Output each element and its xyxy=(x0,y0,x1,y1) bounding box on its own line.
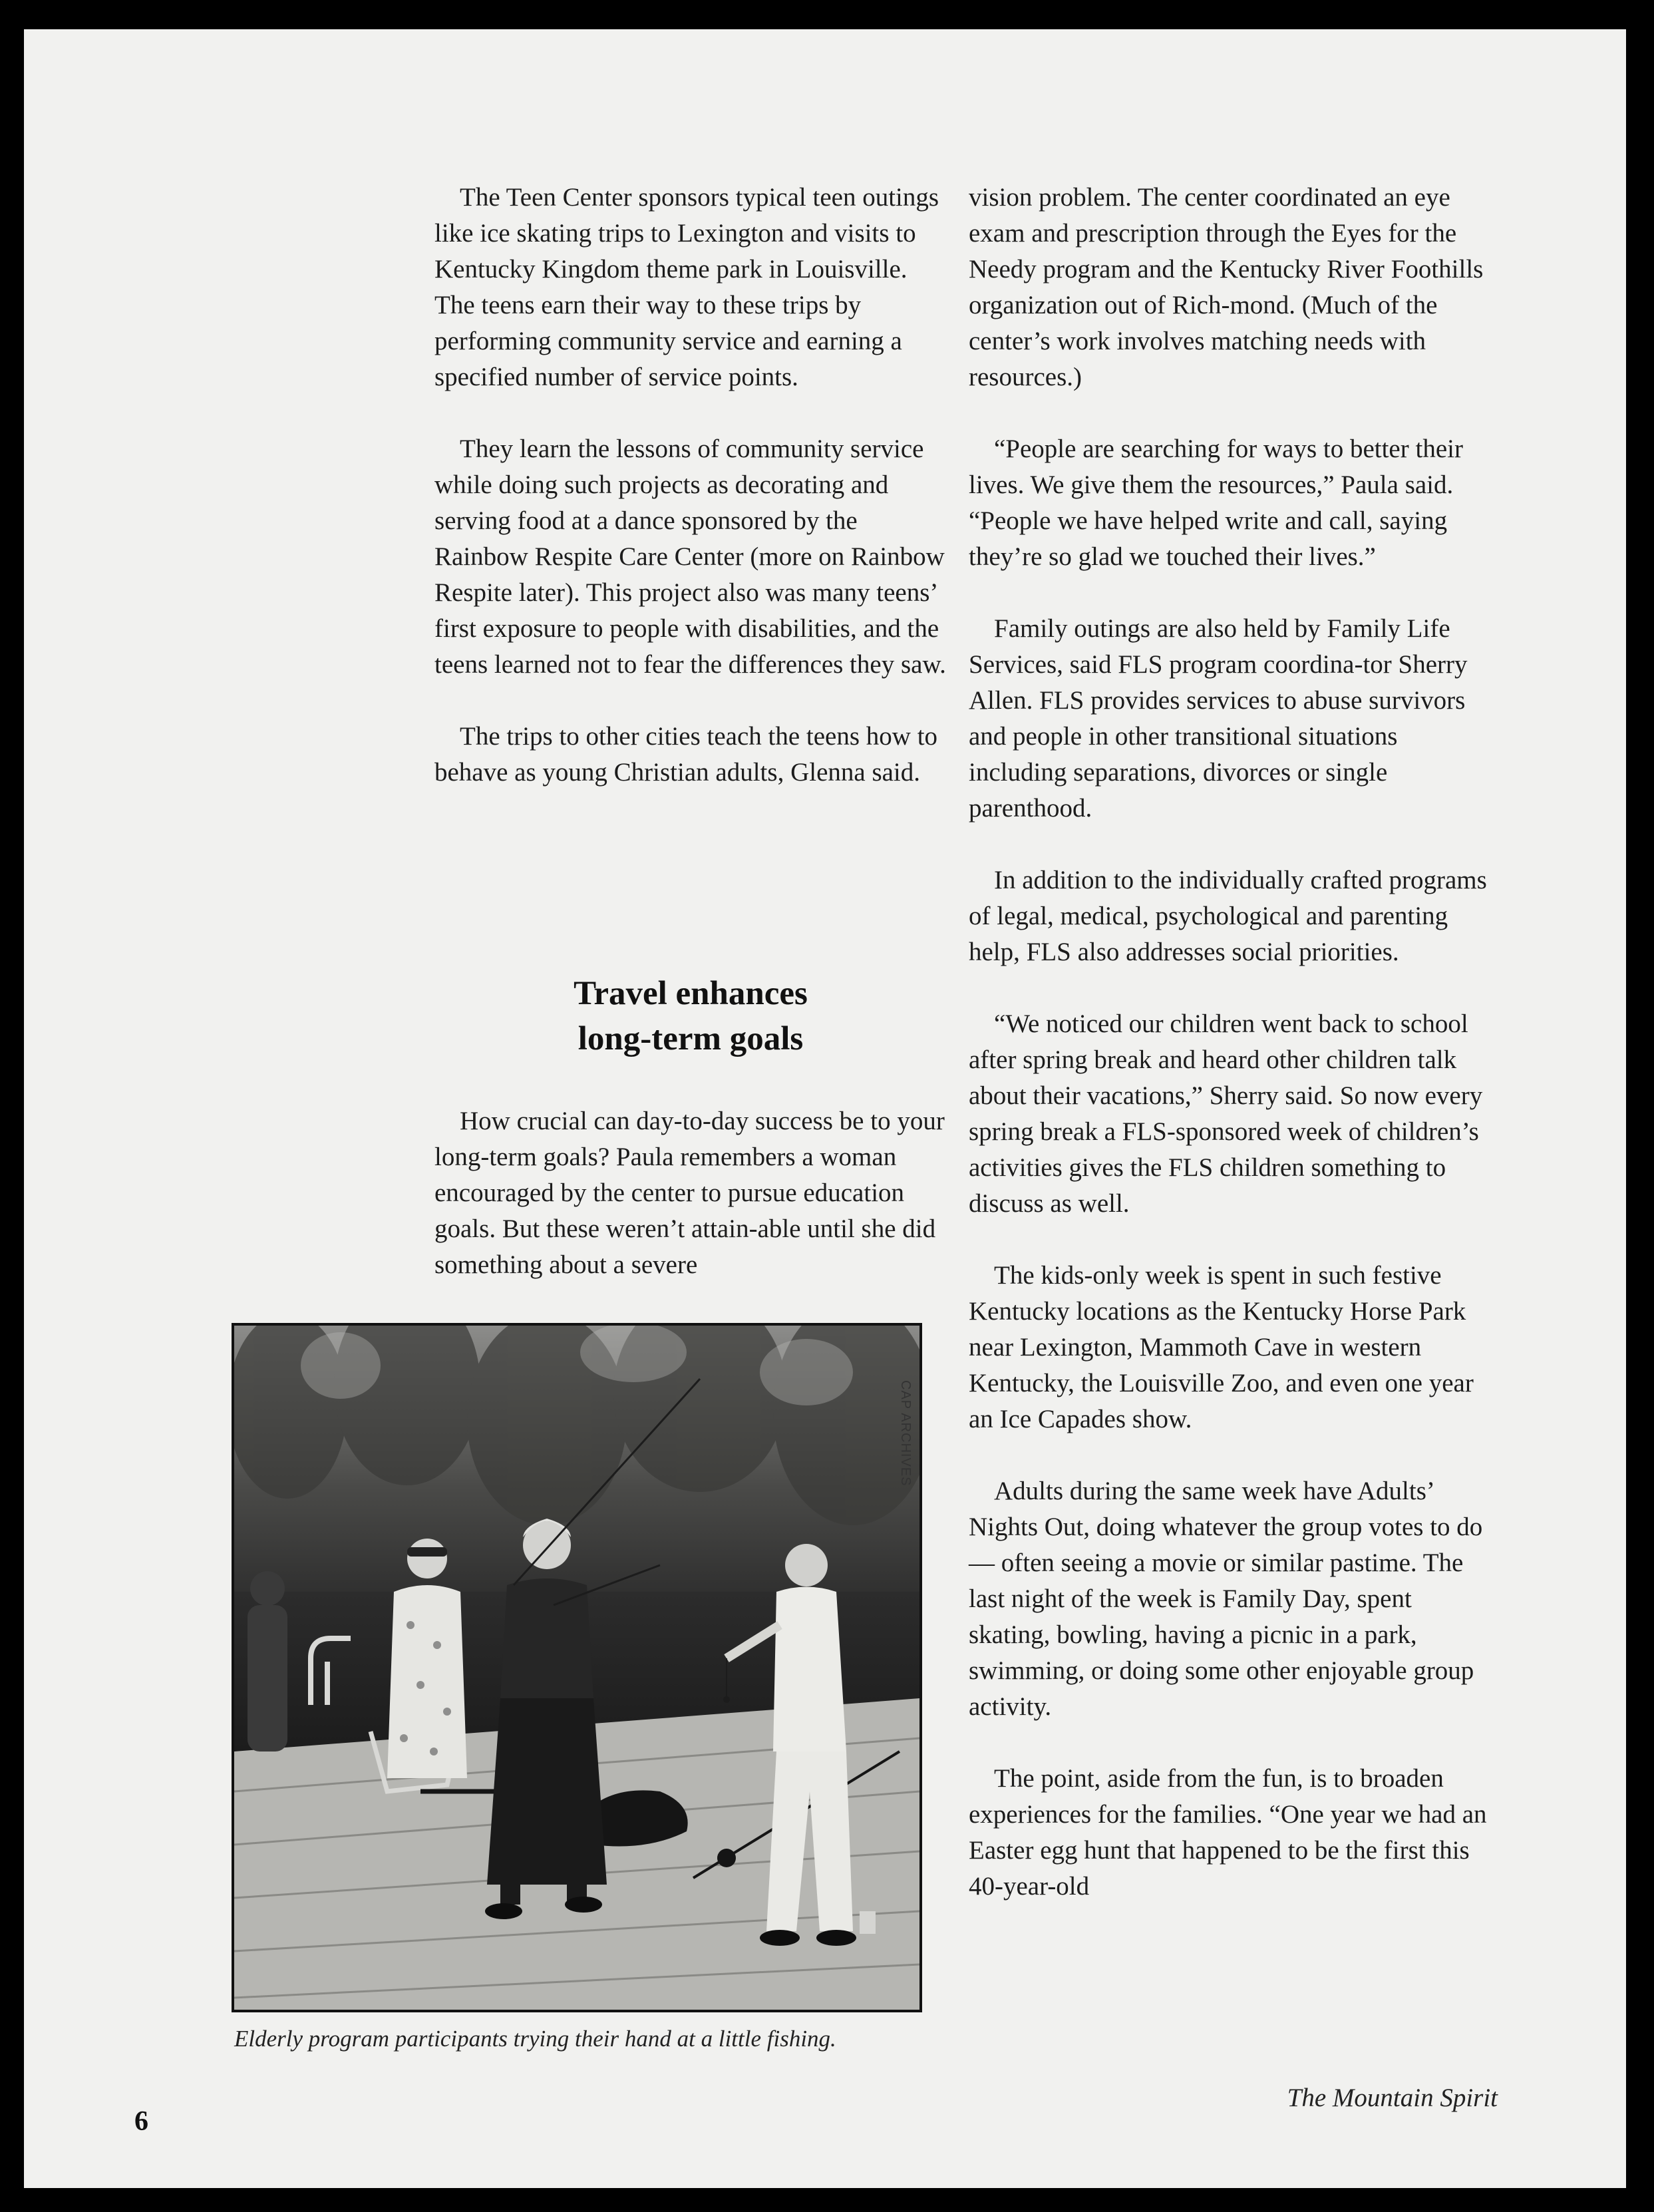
paragraph: “We noticed our children went back to school after spring break and heard other children talk about their vacations,” Sherry said. So now every spring break a FLS-sponsored week of children’s activities gives the FLS children something to discuss as well. xyxy=(969,1010,1483,1218)
photo-caption: Elderly program participants trying their hand at a little fishing. xyxy=(234,2026,836,2052)
heading-line: Travel enhances xyxy=(574,975,808,1012)
section-heading xyxy=(434,971,947,1061)
paragraph: They learn the lessons of community service while doing such projects as decorating and serving food at a dance sponsored by the Rainbow Respite Care Center (more on Rainbow Respite later). This project also was many teens’ first exposure to people with disabilities, and the teens learned not to fear the differences they saw. xyxy=(434,435,946,679)
paragraph: How crucial can day-to-day success be to your long-term goals? Paula remembers a woman encouraged by the center to pursue education goals. But these weren’t attain-able until she did something about a severe xyxy=(434,1107,945,1279)
heading-line: long-term goals xyxy=(578,1020,804,1057)
paragraph: In addition to the individually crafted programs of legal, medical, psychological and parenting help, FLS also addresses social priorities. xyxy=(969,866,1487,966)
left-column xyxy=(434,180,947,791)
photo-illustration xyxy=(234,1326,919,2010)
left-column-continued xyxy=(434,1103,947,1283)
paragraph: The point, aside from the fun, is to broaden experiences for the families. “One year we had an Easter egg hunt that happened to be the first this 40-year-old xyxy=(969,1764,1487,1901)
page-number: 6 xyxy=(134,2106,148,2137)
paragraph: Family outings are also held by Family Life Services, said FLS program coordina-tor Sherry Allen. FLS provides services to abuse survivors and people in other transitional situations including separations, divorces or single parenthood. xyxy=(969,614,1468,823)
right-column xyxy=(969,180,1494,1905)
paragraph: The trips to other cities teach the teens how to behave as young Christian adults, Glenna said. xyxy=(434,722,938,787)
paragraph: The kids-only week is spent in such festive Kentucky locations as the Kentucky Horse Park near Lexington, Mammoth Cave in western Kentucky, the Louisville Zoo, and even one year an Ice Capades show. xyxy=(969,1261,1474,1433)
photo-credit: CAP ARCHIVES xyxy=(898,1380,913,1487)
paragraph: “People are searching for ways to better their lives. We give them the resources,” Paula said. “People we have helped write and call, saying they’re so glad we touched their lives.” xyxy=(969,435,1463,571)
magazine-title: The Mountain Spirit xyxy=(1287,2084,1498,2112)
paragraph: The Teen Center sponsors typical teen outings like ice skating trips to Lexington and visits to Kentucky Kingdom theme park in Louisville. The teens earn their way to these trips by performing community service and earning a specified number of service points. xyxy=(434,183,939,391)
fishing-photo xyxy=(232,1323,922,2012)
paragraph: vision problem. The center coordinated an eye exam and prescription through the Eyes for the Needy program and the Kentucky River Foothills organization out of Rich-mond. (Much of the center’s work involves matching needs with resources.) xyxy=(969,183,1484,391)
paragraph: Adults during the same week have Adults’ Nights Out, doing whatever the group votes to do — often seeing a movie or similar pastime. The last night of the week is Family Day, spent skating, bowling, having a picnic in a park, swimming, or doing some other enjoyable group activity. xyxy=(969,1477,1483,1721)
magazine-page xyxy=(24,29,1626,2188)
